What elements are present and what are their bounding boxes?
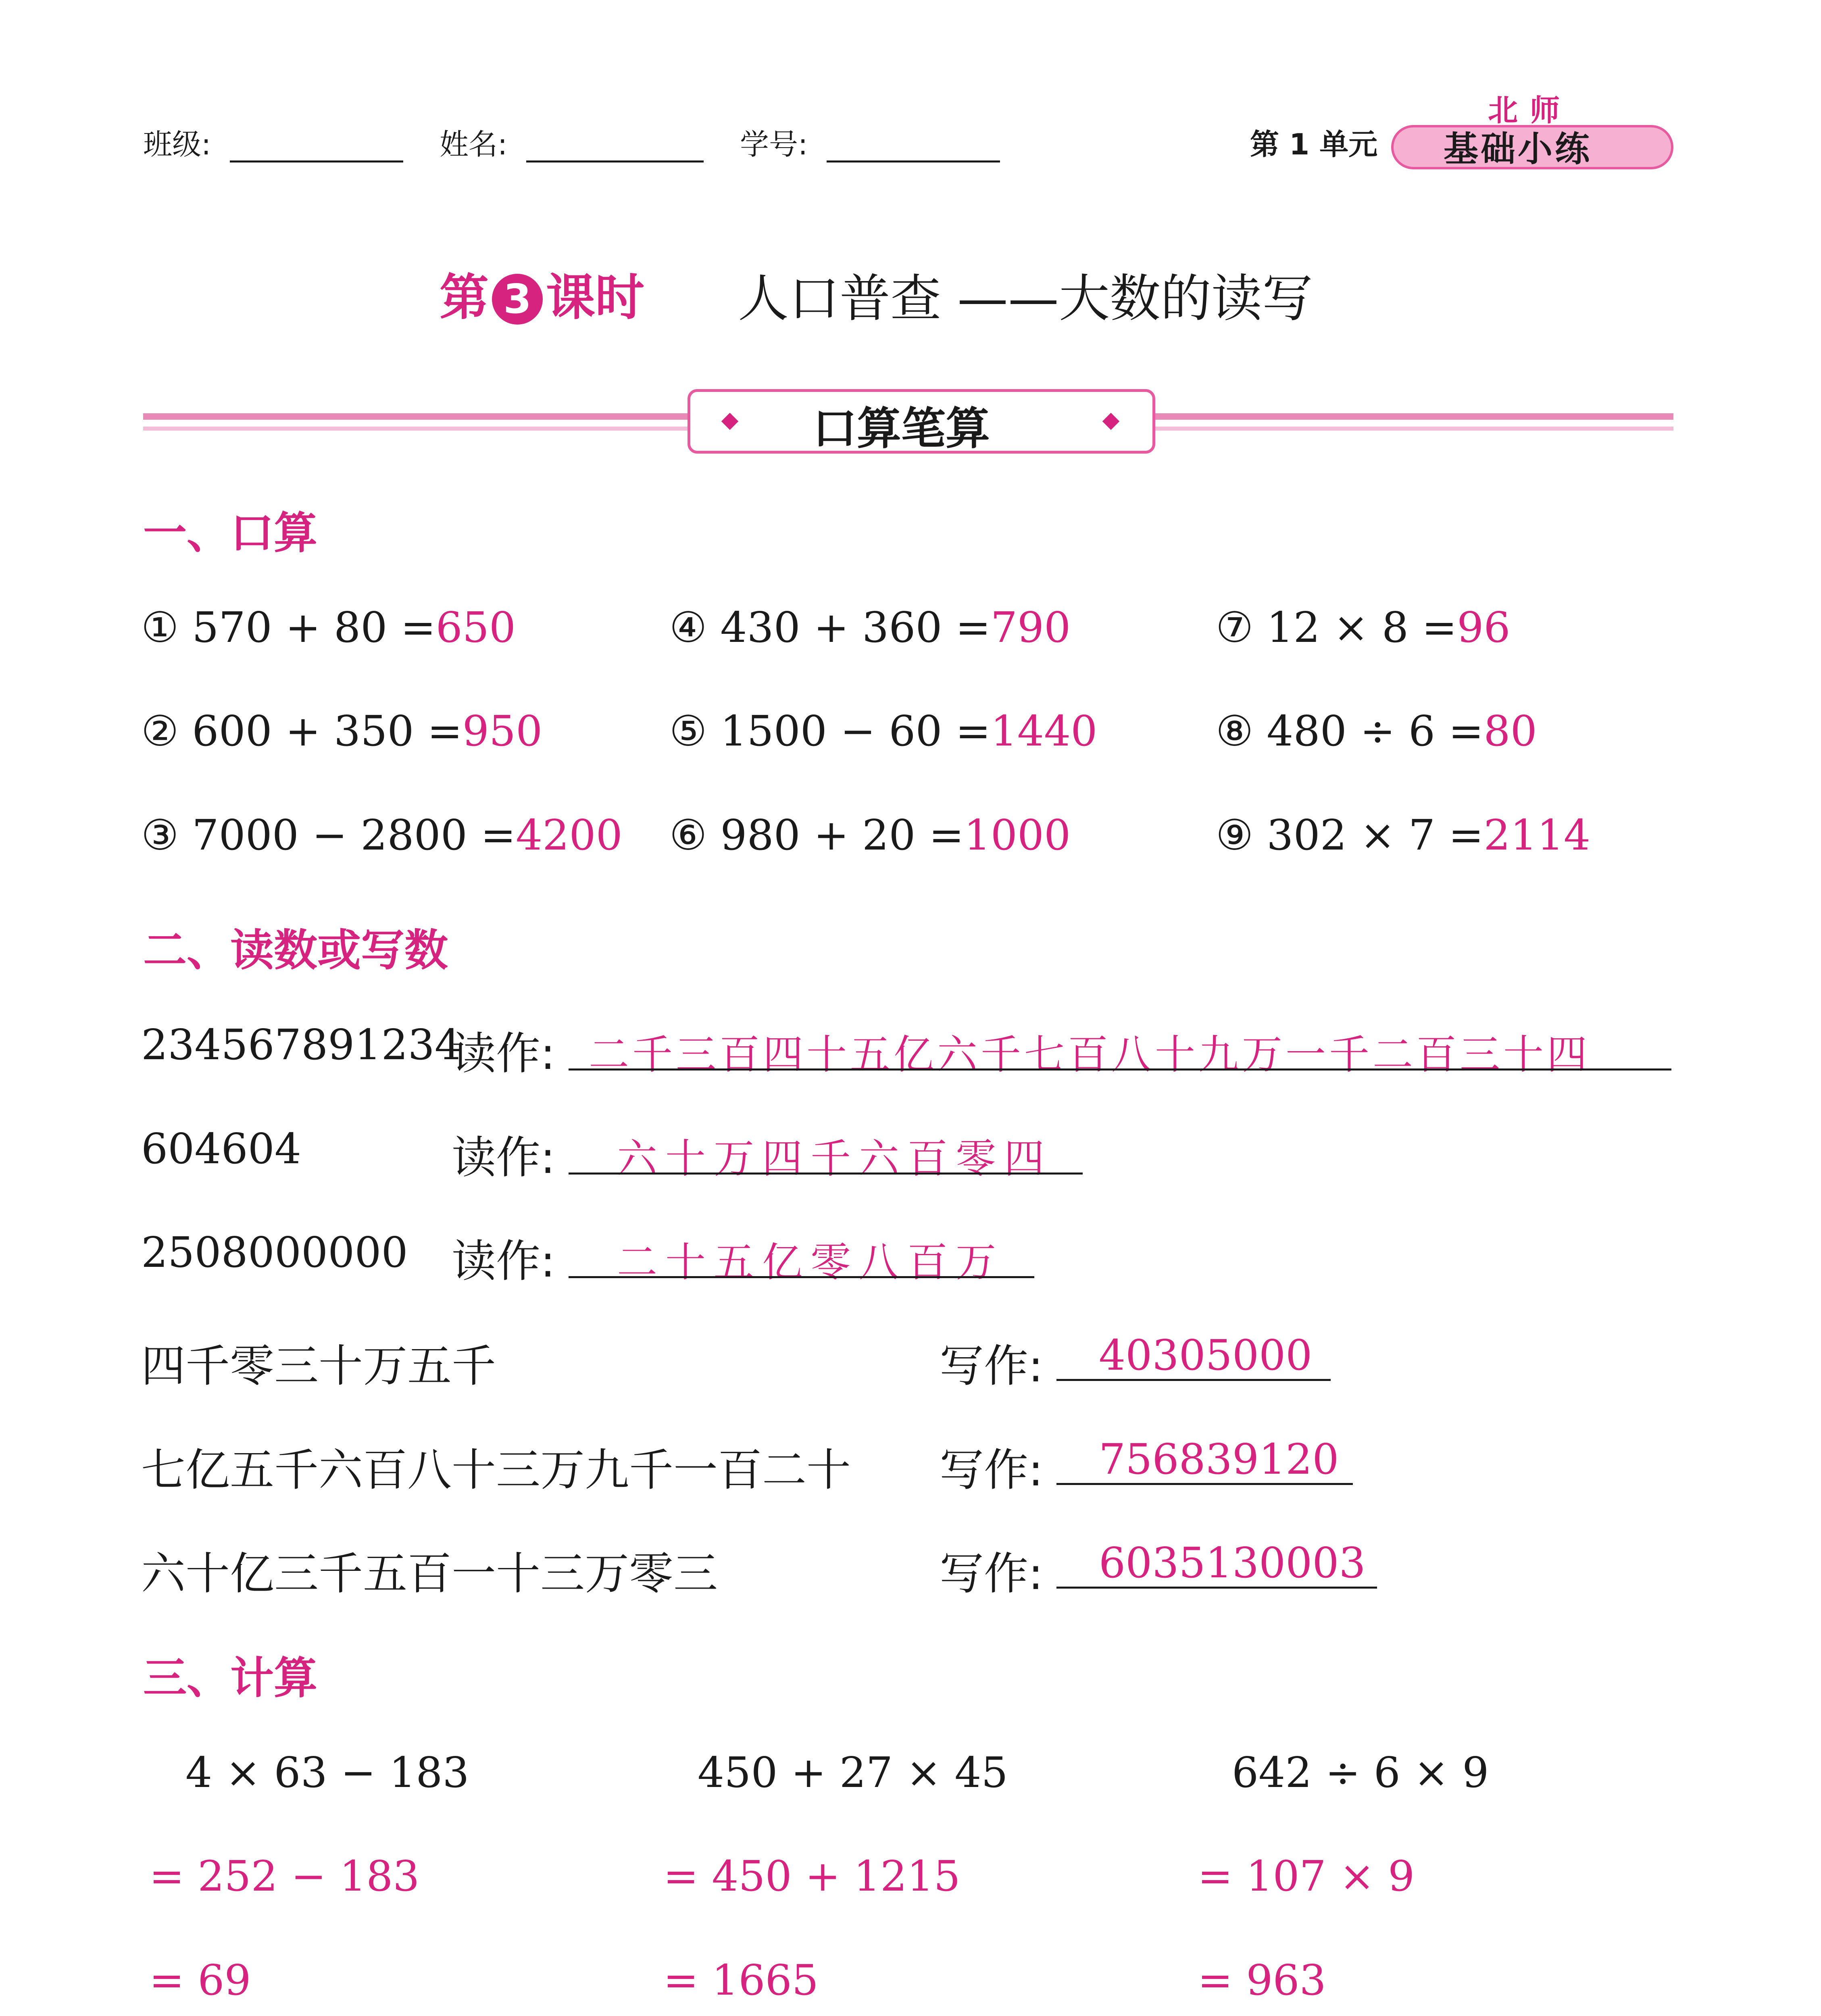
- read-label-3: 读作:: [452, 1235, 556, 1287]
- banner-band-left: [143, 413, 688, 420]
- calc-item-7: ⑦ 12 × 8 =96: [1216, 603, 1511, 652]
- calc-answer: 96: [1457, 603, 1511, 652]
- problem-2-expr: 450 + 27 × 45: [698, 1748, 1008, 1797]
- class-label: 班级:: [143, 127, 211, 161]
- section1-heading: 一、口算: [143, 508, 318, 558]
- read-number-1: 234567891234: [141, 1020, 462, 1069]
- problem-1-expr: 4 × 63 − 183: [185, 1748, 469, 1797]
- write-line-1[interactable]: [1056, 1379, 1331, 1381]
- calc-answer: 650: [435, 603, 516, 652]
- write-label-2: 写作:: [940, 1444, 1044, 1496]
- banner-label: 口算笔算: [813, 403, 990, 454]
- banner-band-right-2: [1154, 427, 1673, 431]
- write-answer-1: 40305000: [1099, 1331, 1313, 1380]
- write-text-3: 六十亿三千五百一十三万零三: [141, 1548, 718, 1599]
- write-label-1: 写作:: [940, 1340, 1044, 1392]
- calc-answer: 950: [462, 706, 543, 756]
- calc-answer: 2114: [1483, 810, 1591, 860]
- calc-item-5: ⑤ 1500 − 60 =1440: [669, 706, 1098, 756]
- calc-answer: 1440: [990, 706, 1098, 756]
- id-field[interactable]: [827, 160, 1000, 162]
- read-number-2: 604604: [141, 1124, 302, 1173]
- class-field[interactable]: [230, 160, 403, 162]
- read-line-2[interactable]: [569, 1173, 1083, 1175]
- problem-2-step2: = 1665: [663, 1956, 819, 2005]
- read-number-3: 2508000000: [141, 1228, 408, 1277]
- problem-3-step2: = 963: [1198, 1956, 1326, 2005]
- calc-item-9: ⑨ 302 × 7 =2114: [1216, 810, 1591, 860]
- read-line-3[interactable]: [569, 1276, 1034, 1278]
- brand-top: 北师: [1488, 93, 1572, 128]
- name-field[interactable]: [526, 160, 704, 162]
- write-answer-3: 6035130003: [1099, 1538, 1366, 1587]
- read-answer-2: 六十万四千六百零四: [617, 1135, 1052, 1182]
- read-answer-3: 二十五亿零八百万: [617, 1239, 1004, 1286]
- write-answer-2: 756839120: [1099, 1435, 1339, 1484]
- id-label: 学号:: [740, 127, 808, 161]
- unit-label: 第 1 单元: [1250, 127, 1378, 161]
- lesson-number: [440, 258, 644, 329]
- calc-item-2: ② 600 + 350 =950: [141, 706, 543, 756]
- read-answer-1: 二千三百四十五亿六千七百八十九万一千二百三十四: [589, 1031, 1590, 1078]
- write-label-3: 写作:: [940, 1548, 1044, 1599]
- write-text-2: 七亿五千六百八十三万九千一百二十: [141, 1444, 851, 1496]
- problem-3-step1: = 107 × 9: [1198, 1851, 1415, 1901]
- calc-answer: 4200: [516, 810, 623, 860]
- lesson-number-circle: 3: [492, 274, 543, 325]
- calc-item-3: ③ 7000 − 2800 =4200: [141, 810, 623, 860]
- write-line-2[interactable]: [1056, 1483, 1353, 1485]
- calc-answer: 1000: [964, 810, 1071, 860]
- problem-3-expr: 642 ÷ 6 × 9: [1232, 1748, 1489, 1797]
- read-label-2: 读作:: [452, 1132, 556, 1183]
- calc-item-1: ① 570 + 80 =650: [141, 603, 516, 652]
- problem-1-step1: = 252 − 183: [149, 1851, 420, 1901]
- calc-answer: 80: [1483, 706, 1537, 756]
- read-line-1[interactable]: [569, 1068, 1671, 1070]
- write-line-3[interactable]: [1056, 1587, 1377, 1589]
- read-label-1: 读作:: [452, 1028, 556, 1079]
- calc-item-4: ④ 430 + 360 =790: [669, 603, 1071, 652]
- name-label: 姓名:: [440, 127, 508, 161]
- write-text-1: 四千零三十万五千: [141, 1340, 496, 1392]
- problem-1-step2: = 69: [149, 1956, 251, 2005]
- lesson-prefix: 第: [440, 269, 489, 326]
- brand-main: 基础小练: [1444, 129, 1592, 169]
- lesson-suffix: 课时: [546, 269, 644, 326]
- calc-answer: 790: [990, 603, 1071, 652]
- section2-heading: 二、读数或写数: [143, 925, 448, 976]
- banner-band-right: [1154, 413, 1673, 420]
- banner-band-left-2: [143, 427, 688, 431]
- calc-item-6: ⑥ 980 + 20 =1000: [669, 810, 1071, 860]
- section3-heading: 三、计算: [143, 1653, 318, 1704]
- page-title: 人口普查 ——大数的读写: [738, 269, 1313, 328]
- problem-2-step1: = 450 + 1215: [663, 1851, 961, 1901]
- calc-item-8: ⑧ 480 ÷ 6 =80: [1216, 706, 1537, 756]
